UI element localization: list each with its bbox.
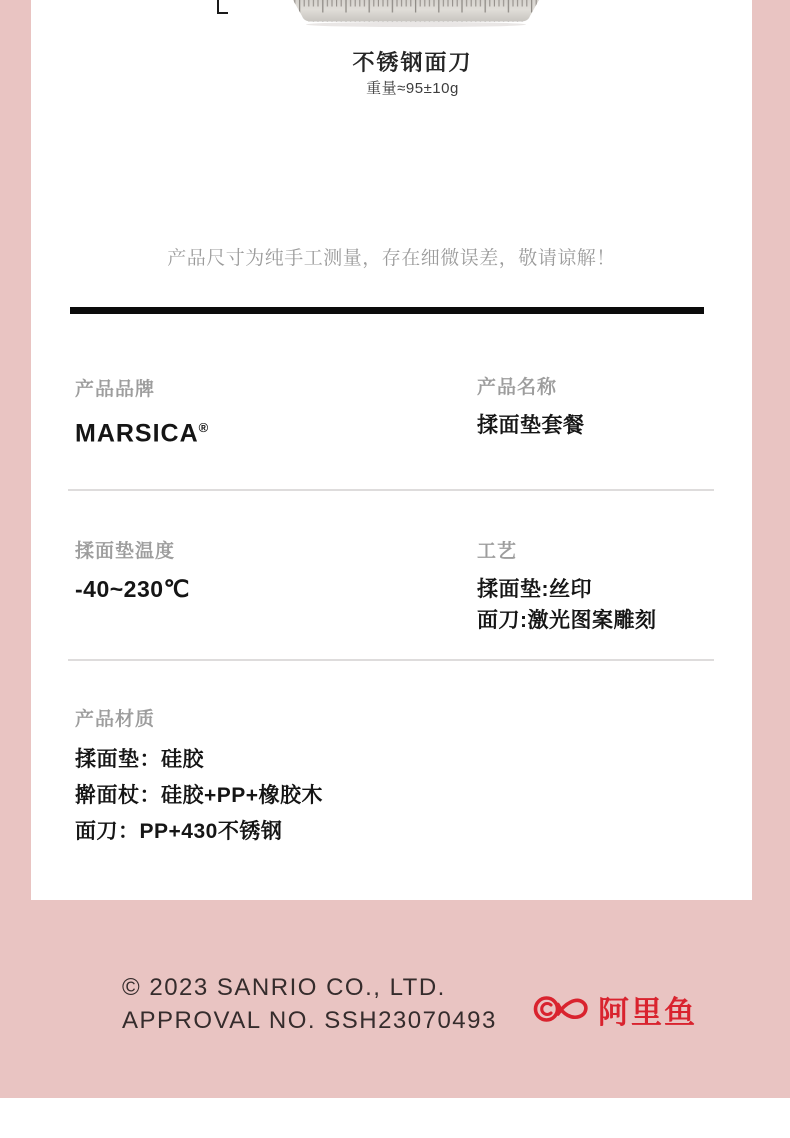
spec-brand [75, 374, 209, 449]
spec-product-name-value: 揉面垫套餐 [477, 414, 585, 437]
dimension-bracket-icon [217, 0, 228, 14]
scraper-photo [292, 0, 540, 28]
photo-caption-weight: 重量≈95±10g [366, 80, 459, 97]
measurement-notice: 产品尺寸为纯手工测量，存在细微误差，敬请谅解！ [167, 248, 616, 269]
spec-product-name [477, 372, 585, 441]
row-divider-2 [68, 659, 714, 661]
alifish-logo [533, 988, 697, 1030]
spec-material-value-2: 擀面杖：硅胶+PP+橡胶木 [75, 784, 324, 807]
photo-caption-title: 不锈钢面刀 [352, 50, 473, 75]
alifish-logo-icon [533, 989, 589, 1029]
product-card [31, 0, 752, 900]
row-divider-1 [68, 489, 714, 491]
thick-divider [70, 307, 704, 314]
approval-number-line: APPROVAL NO. SSH23070493 [122, 1007, 497, 1034]
spec-craft [477, 536, 657, 636]
spec-brand-value: MARSICA® [75, 419, 210, 448]
page-bottom-strip [0, 1098, 790, 1138]
spec-craft-value-1: 揉面垫:丝印 [477, 578, 592, 601]
spec-product-name-label: 产品名称 [477, 377, 558, 398]
spec-material [75, 704, 323, 850]
spec-material-label: 产品材质 [75, 709, 156, 730]
spec-craft-value-2: 面刀:激光图案雕刻 [477, 609, 657, 632]
copyright-line-1: © 2023 SANRIO CO., LTD. [122, 974, 446, 1001]
spec-temperature [75, 536, 190, 605]
spec-brand-label: 产品品牌 [75, 379, 156, 400]
spec-craft-label: 工艺 [477, 541, 518, 562]
spec-material-value-3: 面刀：PP+430不锈钢 [75, 820, 283, 843]
spec-temperature-value: -40~230℃ [75, 576, 190, 602]
spec-material-value-1: 揉面垫：硅胶 [75, 748, 204, 771]
spec-temperature-label: 揉面垫温度 [75, 541, 176, 562]
copyright-notice [122, 971, 497, 1037]
registered-mark: ® [198, 420, 210, 435]
alifish-logo-text: 阿里鱼 [598, 994, 697, 1030]
